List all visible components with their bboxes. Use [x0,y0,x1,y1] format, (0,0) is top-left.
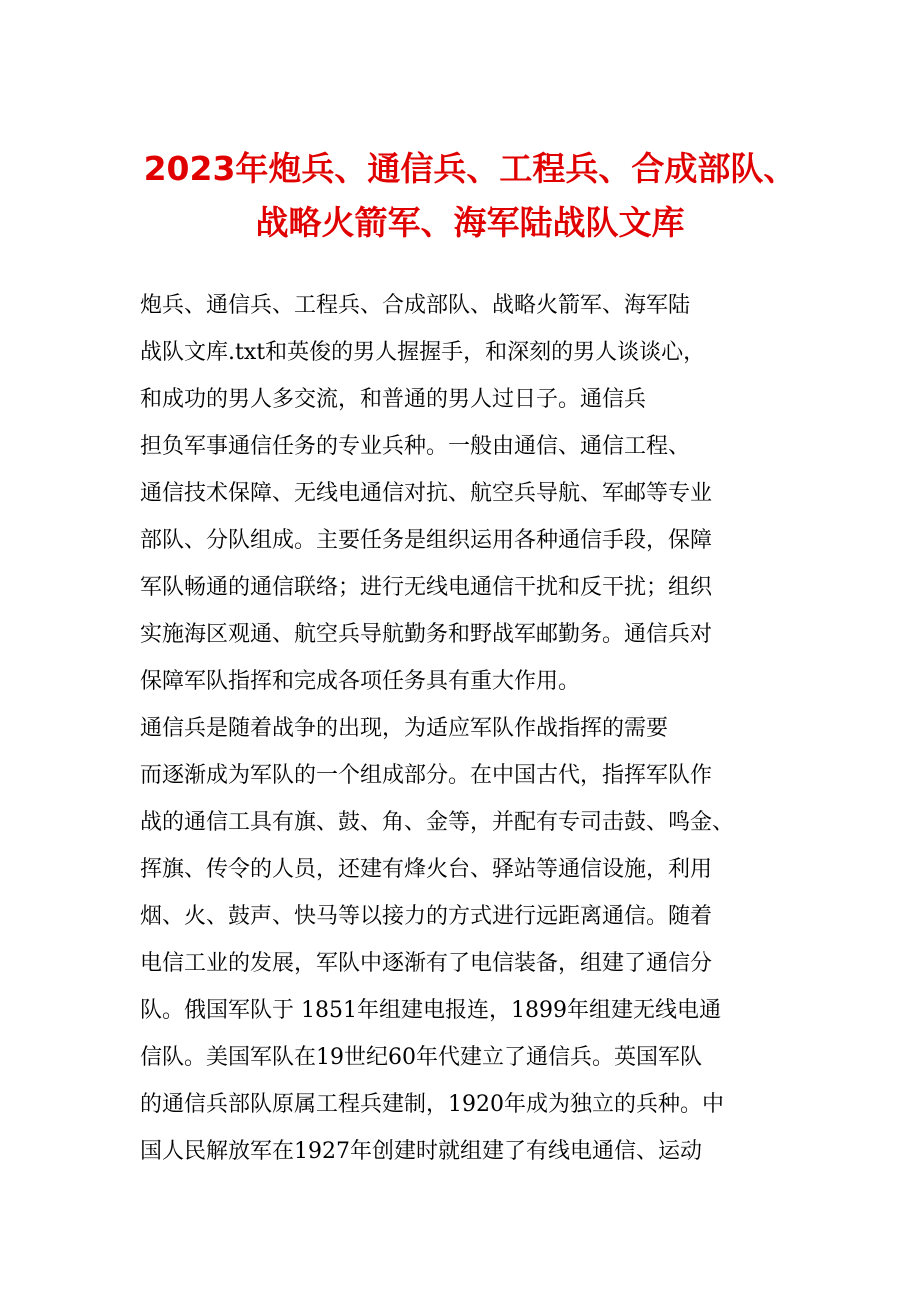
text-line: 通信技术保障、无线电通信对抗、航空兵导航、军邮等专业 [140,481,713,506]
title-line: 2023年炮兵、通信兵、工程兵、合成部队、 [143,149,797,188]
document-title [120,142,820,250]
text-line: 的通信兵部队原属工程兵建制，1920年成为独立的兵种。中 [140,1092,724,1117]
document-body [140,282,792,1175]
paragraph-3 [140,705,792,1175]
text-line: 实施海区观通、航空兵导航勤务和野战军邮勤务。通信兵对 [140,622,713,647]
paragraph-1 [140,282,792,423]
text-line: 挥旗、传令的人员，还建有烽火台、驿站等通信设施，利用 [140,857,713,882]
text-line: 军队畅通的通信联络；进行无线电通信干扰和反干扰；组织 [140,575,713,600]
text-line: 和成功的男人多交流，和普通的男人过日子。通信兵 [140,387,647,412]
text-line: 信队。美国军队在19世纪60年代建立了通信兵。英国军队 [140,1045,702,1070]
text-line: 烟、火、鼓声、快马等以接力的方式进行远距离通信。随着 [140,904,713,929]
text-line: 电信工业的发展，军队中逐渐有了电信装备，组建了通信分 [140,951,713,976]
title-line: 战略火箭军、海军陆战队文库 [255,203,685,242]
text-line: 通信兵是随着战争的出现，为适应军队作战指挥的需要 [140,716,669,741]
text-line: 队。俄国军队于 1851年组建电报连，1899年组建无线电通 [140,998,721,1023]
paragraph-2 [140,423,792,705]
text-line: 保障军队指挥和完成各项任务具有重大作用。 [140,669,581,694]
text-line: 担负军事通信任务的专业兵种。一般由通信、通信工程、 [140,434,691,459]
text-line: 炮兵、通信兵、工程兵、合成部队、战略火箭军、海军陆 [140,293,691,318]
text-line: 而逐渐成为军队的一个组成部分。在中国古代，指挥军队作 [140,763,713,788]
text-line: 部队、分队组成。主要任务是组织运用各种通信手段，保障 [140,528,713,553]
text-line: 战的通信工具有旗、鼓、角、金等，并配有专司击鼓、鸣金、 [140,810,735,835]
text-line: 战队文库.txt和英俊的男人握握手，和深刻的男人谈谈心， [140,340,706,365]
text-line: 国人民解放军在1927年创建时就组建了有线电通信、运动 [140,1139,702,1164]
